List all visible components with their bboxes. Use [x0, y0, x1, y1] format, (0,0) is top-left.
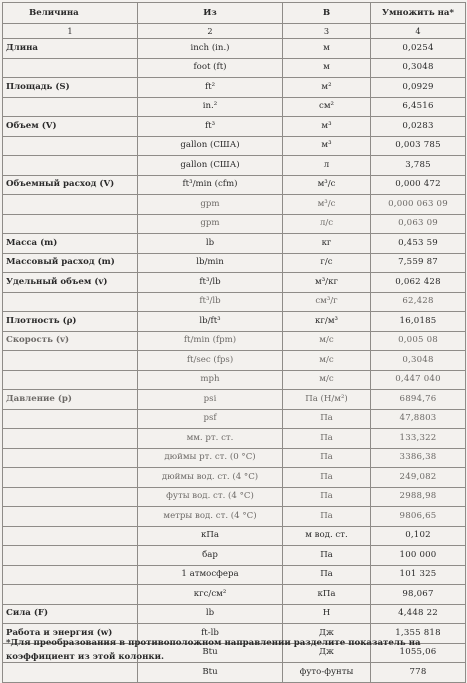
quantity-cell	[3, 448, 138, 468]
to-unit-cell: м³/с	[283, 175, 371, 195]
footnote: *Для преобразования в противоположном направлении разделите показатель на коэффициент из этой колонки.	[6, 638, 421, 662]
to-unit-cell: кг/м³	[283, 312, 371, 332]
from-unit-cell: mph	[138, 370, 283, 390]
table-row	[3, 526, 466, 546]
from-unit-cell: кгс/см²	[138, 585, 283, 605]
to-unit-cell: м	[283, 39, 371, 59]
table-row	[3, 58, 466, 78]
column-number: 4	[371, 24, 466, 39]
column-number: 1	[3, 24, 138, 39]
from-unit-cell: foot (ft)	[138, 58, 283, 78]
to-unit-cell: футо-фунты	[283, 663, 371, 683]
to-unit-cell: м²	[283, 78, 371, 98]
table-row	[3, 156, 466, 176]
quantity-cell: Плотность (ρ)	[3, 312, 138, 332]
quantity-cell	[3, 214, 138, 234]
table-row	[3, 507, 466, 527]
table-row	[3, 117, 466, 137]
to-unit-cell: Па	[283, 546, 371, 566]
to-unit-cell: см²	[283, 97, 371, 117]
header-multiply-by: Умножить на*	[371, 3, 466, 24]
table-row	[3, 273, 466, 293]
to-unit-cell: Па	[283, 487, 371, 507]
table-row	[3, 331, 466, 351]
factor-cell: 2988,98	[371, 487, 466, 507]
to-unit-cell: кПа	[283, 585, 371, 605]
from-unit-cell: gallon (США)	[138, 136, 283, 156]
quantity-cell: Длина	[3, 39, 138, 59]
from-unit-cell: бар	[138, 546, 283, 566]
to-unit-cell: м³	[283, 117, 371, 137]
to-unit-cell: Дж	[283, 624, 371, 644]
factor-cell: 3386,38	[371, 448, 466, 468]
from-unit-cell: ft³/min (cfm)	[138, 175, 283, 195]
factor-cell: 0,453 59	[371, 234, 466, 254]
table-row	[3, 78, 466, 98]
quantity-cell	[3, 663, 138, 683]
table-row	[3, 390, 466, 410]
quantity-cell	[3, 370, 138, 390]
factor-cell: 0,000 472	[371, 175, 466, 195]
to-unit-cell: Па	[283, 448, 371, 468]
from-unit-cell: футы вод. ст. (4 °C)	[138, 487, 283, 507]
to-unit-cell: м/с	[283, 370, 371, 390]
table-row	[3, 370, 466, 390]
from-unit-cell: inch (in.)	[138, 39, 283, 59]
factor-cell: 0,063 09	[371, 214, 466, 234]
quantity-cell	[3, 585, 138, 605]
from-unit-cell: ft-lb	[138, 624, 283, 644]
from-unit-cell: дюймы вод. ст. (4 °C)	[138, 468, 283, 488]
quantity-cell: Удельный объем (v)	[3, 273, 138, 293]
table-row	[3, 253, 466, 273]
from-unit-cell: ft³/lb	[138, 273, 283, 293]
factor-cell: 0,0254	[371, 39, 466, 59]
quantity-cell	[3, 136, 138, 156]
from-unit-cell: ft²	[138, 78, 283, 98]
to-unit-cell: м/с	[283, 331, 371, 351]
table-row	[3, 468, 466, 488]
quantity-cell: Масса (m)	[3, 234, 138, 254]
to-unit-cell: м³/с	[283, 195, 371, 215]
factor-cell: 133,322	[371, 429, 466, 449]
factor-cell: 6,4516	[371, 97, 466, 117]
quantity-cell: Сила (F)	[3, 604, 138, 624]
factor-cell: 62,428	[371, 292, 466, 312]
to-unit-cell: Па	[283, 507, 371, 527]
table-row	[3, 565, 466, 585]
table-row	[3, 663, 466, 683]
quantity-cell	[3, 468, 138, 488]
table-header-row	[3, 3, 466, 24]
quantity-cell	[3, 195, 138, 215]
to-unit-cell: г/с	[283, 253, 371, 273]
quantity-cell	[3, 351, 138, 371]
factor-cell: 100 000	[371, 546, 466, 566]
table-row	[3, 214, 466, 234]
quantity-cell	[3, 292, 138, 312]
quantity-cell	[3, 487, 138, 507]
factor-cell: 0,447 040	[371, 370, 466, 390]
to-unit-cell: м вод. ст.	[283, 526, 371, 546]
factor-cell: 47,8803	[371, 409, 466, 429]
from-unit-cell: lb/ft³	[138, 312, 283, 332]
factor-cell: 0,003 785	[371, 136, 466, 156]
quantity-cell	[3, 526, 138, 546]
quantity-cell: Скорость (v)	[3, 331, 138, 351]
quantity-cell	[3, 58, 138, 78]
table-row	[3, 312, 466, 332]
table-row	[3, 604, 466, 624]
to-unit-cell: Па (Н/м²)	[283, 390, 371, 410]
table-row	[3, 234, 466, 254]
quantity-cell: Объем (V)	[3, 117, 138, 137]
quantity-cell	[3, 565, 138, 585]
from-unit-cell: psf	[138, 409, 283, 429]
table-row	[3, 546, 466, 566]
factor-cell: 101 325	[371, 565, 466, 585]
to-unit-cell: Па	[283, 468, 371, 488]
factor-cell: 6894,76	[371, 390, 466, 410]
to-unit-cell: м/с	[283, 351, 371, 371]
table-row	[3, 585, 466, 605]
factor-cell: 98,067	[371, 585, 466, 605]
quantity-cell	[3, 429, 138, 449]
from-unit-cell: lb	[138, 234, 283, 254]
from-unit-cell: lb/min	[138, 253, 283, 273]
from-unit-cell: psi	[138, 390, 283, 410]
factor-cell: 16,0185	[371, 312, 466, 332]
from-unit-cell: кПа	[138, 526, 283, 546]
to-unit-cell: Н	[283, 604, 371, 624]
table-row	[3, 136, 466, 156]
table-row	[3, 448, 466, 468]
quantity-cell: Массовый расход (m)	[3, 253, 138, 273]
from-unit-cell: in.²	[138, 97, 283, 117]
table-row	[3, 97, 466, 117]
from-unit-cell: gpm	[138, 214, 283, 234]
factor-cell: 4,448 22	[371, 604, 466, 624]
to-unit-cell: м³	[283, 136, 371, 156]
to-unit-cell: Дж	[283, 643, 371, 663]
factor-cell: 0,3048	[371, 351, 466, 371]
from-unit-cell: 1 атмосфера	[138, 565, 283, 585]
header-quantity: Величина	[3, 3, 138, 24]
column-number-row	[3, 24, 466, 39]
factor-cell: 1055,06	[371, 643, 466, 663]
factor-cell: 0,3048	[371, 58, 466, 78]
factor-cell: 1,355 818	[371, 624, 466, 644]
quantity-cell	[3, 507, 138, 527]
to-unit-cell: кг	[283, 234, 371, 254]
column-number: 2	[138, 24, 283, 39]
quantity-cell	[3, 409, 138, 429]
quantity-cell: Работа и энергия (w)	[3, 624, 138, 644]
to-unit-cell: Па	[283, 565, 371, 585]
to-unit-cell: м³/кг	[283, 273, 371, 293]
table-row	[3, 292, 466, 312]
from-unit-cell: gallon (США)	[138, 156, 283, 176]
table-row	[3, 487, 466, 507]
factor-cell: 9806,65	[371, 507, 466, 527]
table-row	[3, 195, 466, 215]
quantity-cell	[3, 156, 138, 176]
table-row	[3, 429, 466, 449]
table-body	[3, 24, 466, 683]
factor-cell: 0,102	[371, 526, 466, 546]
header-to: В	[283, 3, 371, 24]
from-unit-cell: lb	[138, 604, 283, 624]
from-unit-cell: метры вод. ст. (4 °C)	[138, 507, 283, 527]
quantity-cell: Давление (p)	[3, 390, 138, 410]
factor-cell: 0,005 08	[371, 331, 466, 351]
to-unit-cell: см³/г	[283, 292, 371, 312]
quantity-cell: Площадь (S)	[3, 78, 138, 98]
to-unit-cell: л/с	[283, 214, 371, 234]
from-unit-cell: Btu	[138, 643, 283, 663]
quantity-cell	[3, 546, 138, 566]
quantity-cell: Объемный расход (V)	[3, 175, 138, 195]
from-unit-cell: Btu	[138, 663, 283, 683]
from-unit-cell: gpm	[138, 195, 283, 215]
factor-cell: 778	[371, 663, 466, 683]
factor-cell: 0,0283	[371, 117, 466, 137]
from-unit-cell: мм. рт. ст.	[138, 429, 283, 449]
factor-cell: 3,785	[371, 156, 466, 176]
factor-cell: 0,062 428	[371, 273, 466, 293]
to-unit-cell: м	[283, 58, 371, 78]
from-unit-cell: ft/sec (fps)	[138, 351, 283, 371]
table-row	[3, 351, 466, 371]
factor-cell: 7,559 87	[371, 253, 466, 273]
table-row	[3, 409, 466, 429]
to-unit-cell: Па	[283, 409, 371, 429]
to-unit-cell: л	[283, 156, 371, 176]
to-unit-cell: Па	[283, 429, 371, 449]
table-row	[3, 175, 466, 195]
from-unit-cell: дюймы рт. ст. (0 °C)	[138, 448, 283, 468]
from-unit-cell: ft/min (fpm)	[138, 331, 283, 351]
column-number: 3	[283, 24, 371, 39]
from-unit-cell: ft³/lb	[138, 292, 283, 312]
factor-cell: 0,0929	[371, 78, 466, 98]
conversion-table	[2, 2, 466, 683]
quantity-cell	[3, 97, 138, 117]
from-unit-cell: ft³	[138, 117, 283, 137]
factor-cell: 0,000 063 09	[371, 195, 466, 215]
header-from: Из	[138, 3, 283, 24]
factor-cell: 249,082	[371, 468, 466, 488]
table-row	[3, 39, 466, 59]
